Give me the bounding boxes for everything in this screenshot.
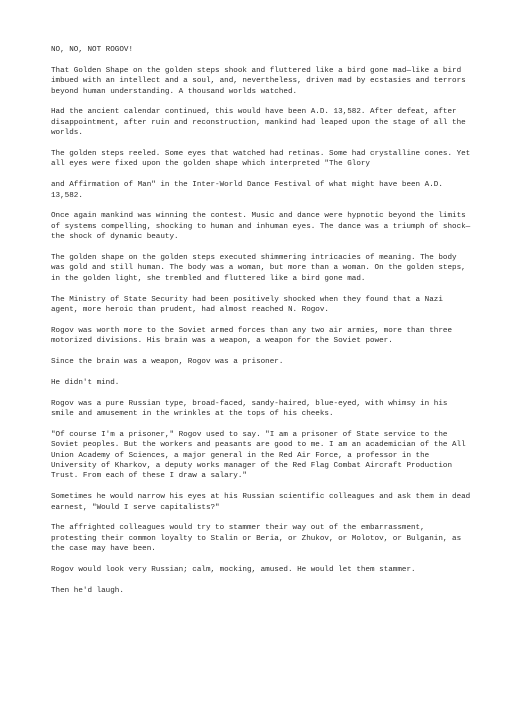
paragraph-3: The golden steps reeled. Some eyes that watched had retinas. Some had crystalline cones. Yet all eyes were fixed upon the golden shape which interpreted "The Glory [51, 150, 471, 169]
paragraph-2: Had the ancient calendar continued, this would have been A.D. 13,582. After defeat, after disappointment, after ruin and reconstruction, mankind had leaped upon the stage of all the worlds. [51, 108, 466, 138]
paragraph-4: and Affirmation of Man" in the Inter-World Dance Festival of what might have been A.D. 13,582. [51, 181, 443, 200]
paragraph-6: The golden shape on the golden steps executed shimmering intricacies of meaning. The body was gold and still human. The body was a woman, but more than a woman. On the golden steps, in the golden light, she trembled and fluttered like a bird gone mad. [51, 254, 466, 283]
paragraph-11: Rogov was a pure Russian type, broad-faced, sandy-haired, blue-eyed, with whimsy in his smile and amusement in the wrinkles at the tops of his cheeks. [51, 399, 448, 419]
paragraph-14: The affrighted colleagues would try to stammer their way out of the embarrassment, protesting their common loyalty to Stalin or Beria, or Zhukov, or Molotov, or Bulganin, as the case may have been. [51, 524, 462, 554]
paragraph-10: He didn't mind. [51, 378, 120, 387]
document-page [51, 45, 471, 607]
paragraph-16: Then he'd laugh. [51, 586, 124, 595]
paragraph-12: "Of course I'm a prisoner," Rogov used to say. "I am a prisoner of State service to the Soviet peoples. But the workers and peasants are good to me. I am an academician of the All Union Academy of Sciences, a major general in the Red Air Force, a professor in the University of Kharkov, a deputy works manager of the Red Flag Combat Aircraft Production Trust. From each of these I draw a salary." [51, 430, 466, 481]
paragraph-8: Rogov was worth more to the Soviet armed forces than any two air armies, more than three motorized divisions. His brain was a weapon, a weapon for the Soviet power. [51, 326, 453, 346]
paragraph-1: That Golden Shape on the golden steps shook and fluttered like a bird gone mad—like a bird imbued with an intellect and a soul, and, nevertheless, driven mad by ecstasies and terrors beyond human understanding. A thousand worlds watched. [51, 66, 466, 96]
paragraph-9: Since the brain was a weapon, Rogov was a prisoner. [51, 358, 284, 367]
paragraph-7: The Ministry of State Security had been positively shocked when they found that a Nazi agent, more heroic than prudent, had almost reached N. Rogov. [51, 295, 443, 315]
paragraph-15: Rogov would look very Russian; calm, mocking, amused. He would let them stammer. [51, 566, 416, 575]
paragraph-5: Once again mankind was winning the contest. Music and dance were hypnotic beyond the limits of systems compelling, shocking to human and inhuman eyes. The dance was a triumph of shock—the shock of dynamic beauty. [51, 212, 471, 242]
paragraph-13: Sometimes he would narrow his eyes at his Russian scientific colleagues and ask them in dead earnest, "Would I serve capitalists?" [51, 493, 471, 512]
chapter-title: NO, NO, NOT ROGOV! [51, 46, 134, 54]
